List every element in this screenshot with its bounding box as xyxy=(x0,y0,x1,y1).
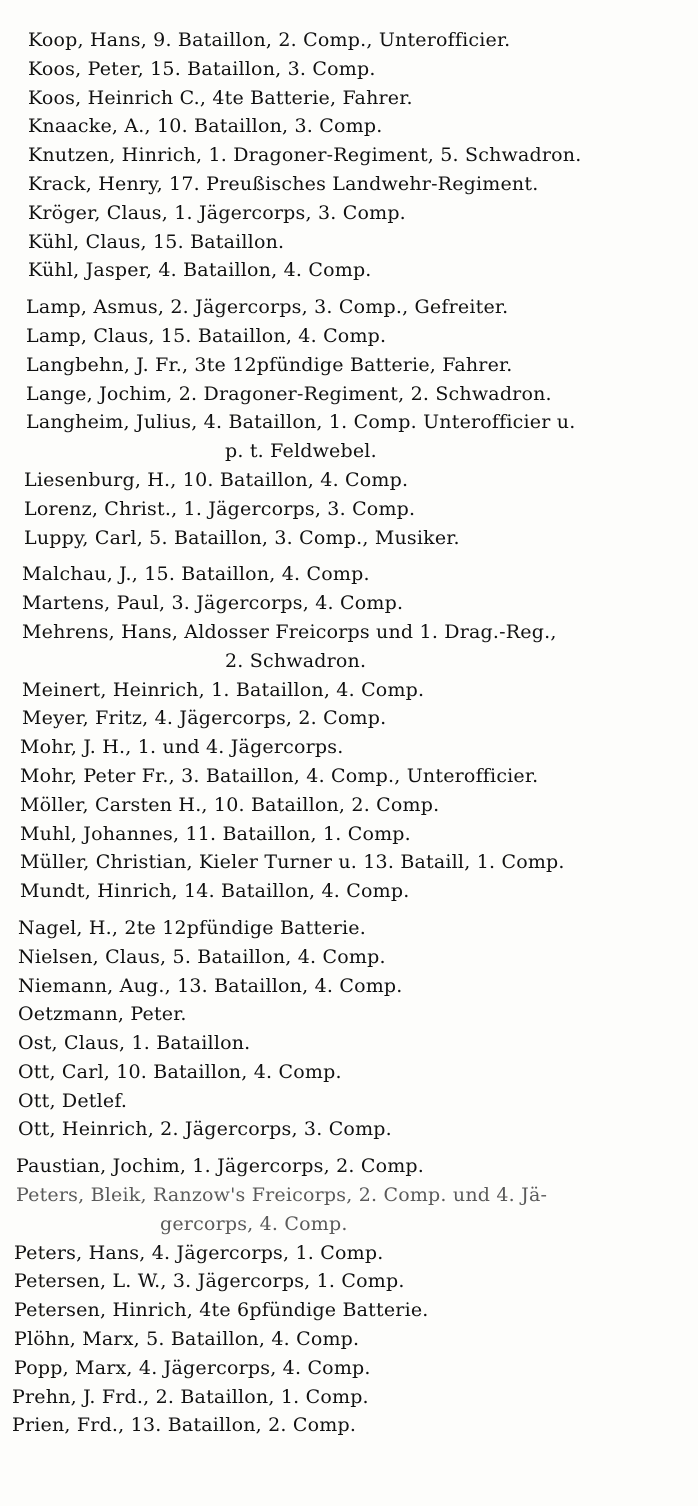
list-entry-continuation: p. t. Feldwebel. xyxy=(225,440,377,463)
list-entry: Krack, Henry, 17. Preußisches Landwehr-Regiment. xyxy=(28,172,539,195)
list-entry: Niemann, Aug., 13. Bataillon, 4. Comp. xyxy=(18,974,403,997)
list-entry: Prehn, J. Frd., 2. Bataillon, 1. Comp. xyxy=(12,1385,369,1408)
list-entry: Knaacke, A., 10. Bataillon, 3. Comp. xyxy=(28,115,383,138)
list-entry-continuation: gercorps, 4. Comp. xyxy=(160,1212,348,1235)
list-entry: Ost, Claus, 1. Bataillon. xyxy=(18,1032,251,1055)
list-entry: Kühl, Jasper, 4. Bataillon, 4. Comp. xyxy=(28,259,372,282)
list-entry: Koop, Hans, 9. Bataillon, 2. Comp., Unterofficier. xyxy=(28,29,511,51)
list-entry: Mundt, Hinrich, 14. Bataillon, 4. Comp. xyxy=(20,880,410,903)
list-entry: Knutzen, Hinrich, 1. Dragoner-Regiment, 5. Schwadron. xyxy=(28,144,582,167)
list-entry: Meinert, Heinrich, 1. Bataillon, 4. Comp. xyxy=(22,678,425,701)
list-entry: Oetzmann, Peter. xyxy=(18,1003,187,1026)
list-entry: Plöhn, Marx, 5. Bataillon, 4. Comp. xyxy=(14,1328,360,1351)
list-entry: Meyer, Fritz, 4. Jägercorps, 2. Comp. xyxy=(22,707,387,730)
list-entry: Langheim, Julius, 4. Bataillon, 1. Comp. Unterofficier u. xyxy=(26,411,576,434)
list-entry: Lamp, Claus, 15. Bataillon, 4. Comp. xyxy=(26,324,387,347)
list-entry: Petersen, L. W., 3. Jägercorps, 1. Comp. xyxy=(14,1270,405,1293)
list-entry: Malchau, J., 15. Bataillon, 4. Comp. xyxy=(22,563,370,586)
list-entry-continuation: 2. Schwadron. xyxy=(225,649,367,672)
list-entry: Kühl, Claus, 15. Bataillon. xyxy=(28,230,285,253)
list-entry: Ott, Detlef. xyxy=(18,1089,128,1112)
list-entry: Martens, Paul, 3. Jägercorps, 4. Comp. xyxy=(22,592,404,615)
list-entry: Luppy, Carl, 5. Bataillon, 3. Comp., Musiker. xyxy=(24,526,460,549)
list-entry: Mohr, J. H., 1. und 4. Jägercorps. xyxy=(20,736,344,759)
list-entry: Muhl, Johannes, 11. Bataillon, 1. Comp. xyxy=(20,822,411,845)
list-entry: Nielsen, Claus, 5. Bataillon, 4. Comp. xyxy=(18,945,386,968)
list-entry: Möller, Carsten H., 10. Bataillon, 2. Comp. xyxy=(20,793,440,816)
list-entry: Popp, Marx, 4. Jägercorps, 4. Comp. xyxy=(14,1356,371,1379)
list-entry: Lorenz, Christ., 1. Jägercorps, 3. Comp. xyxy=(24,497,416,520)
list-entry: Liesenburg, H., 10. Bataillon, 4. Comp. xyxy=(24,468,409,491)
list-entry: Paustian, Jochim, 1. Jägercorps, 2. Comp. xyxy=(16,1155,425,1178)
list-entry: Ott, Carl, 10. Bataillon, 4. Comp. xyxy=(18,1060,342,1083)
list-entry: Ott, Heinrich, 2. Jägercorps, 3. Comp. xyxy=(18,1118,392,1141)
list-entry: Prien, Frd., 13. Bataillon, 2. Comp. xyxy=(12,1414,357,1437)
list-entry: Koos, Peter, 15. Bataillon, 3. Comp. xyxy=(28,57,376,80)
list-entry: Müller, Christian, Kieler Turner u. 13. Bataill, 1. Comp. xyxy=(20,851,565,874)
list-entry: Peters, Bleik, Ranzow's Freicorps, 2. Comp. und 4. Jä- xyxy=(16,1184,548,1207)
list-entry: Nagel, H., 2te 12pfündige Batterie. xyxy=(18,916,366,939)
list-entry: Koos, Heinrich C., 4te Batterie, Fahrer. xyxy=(28,86,413,109)
list-entry: Petersen, Hinrich, 4te 6pfündige Batterie. xyxy=(14,1299,429,1322)
list-entry: Kröger, Claus, 1. Jägercorps, 3. Comp. xyxy=(28,201,406,224)
list-entry: Mohr, Peter Fr., 3. Bataillon, 4. Comp., Unterofficier. xyxy=(20,764,539,787)
list-entry: Peters, Hans, 4. Jägercorps, 1. Comp. xyxy=(14,1241,384,1264)
name-list xyxy=(0,26,698,1440)
list-entry: Lange, Jochim, 2. Dragoner-Regiment, 2. Schwadron. xyxy=(26,382,552,405)
list-entry: Mehrens, Hans, Aldosser Freicorps und 1. Drag.-Reg., xyxy=(22,620,557,643)
list-entry: Lamp, Asmus, 2. Jägercorps, 3. Comp., Gefreiter. xyxy=(26,296,509,319)
list-entry: Langbehn, J. Fr., 3te 12pfündige Batterie, Fahrer. xyxy=(26,353,513,376)
